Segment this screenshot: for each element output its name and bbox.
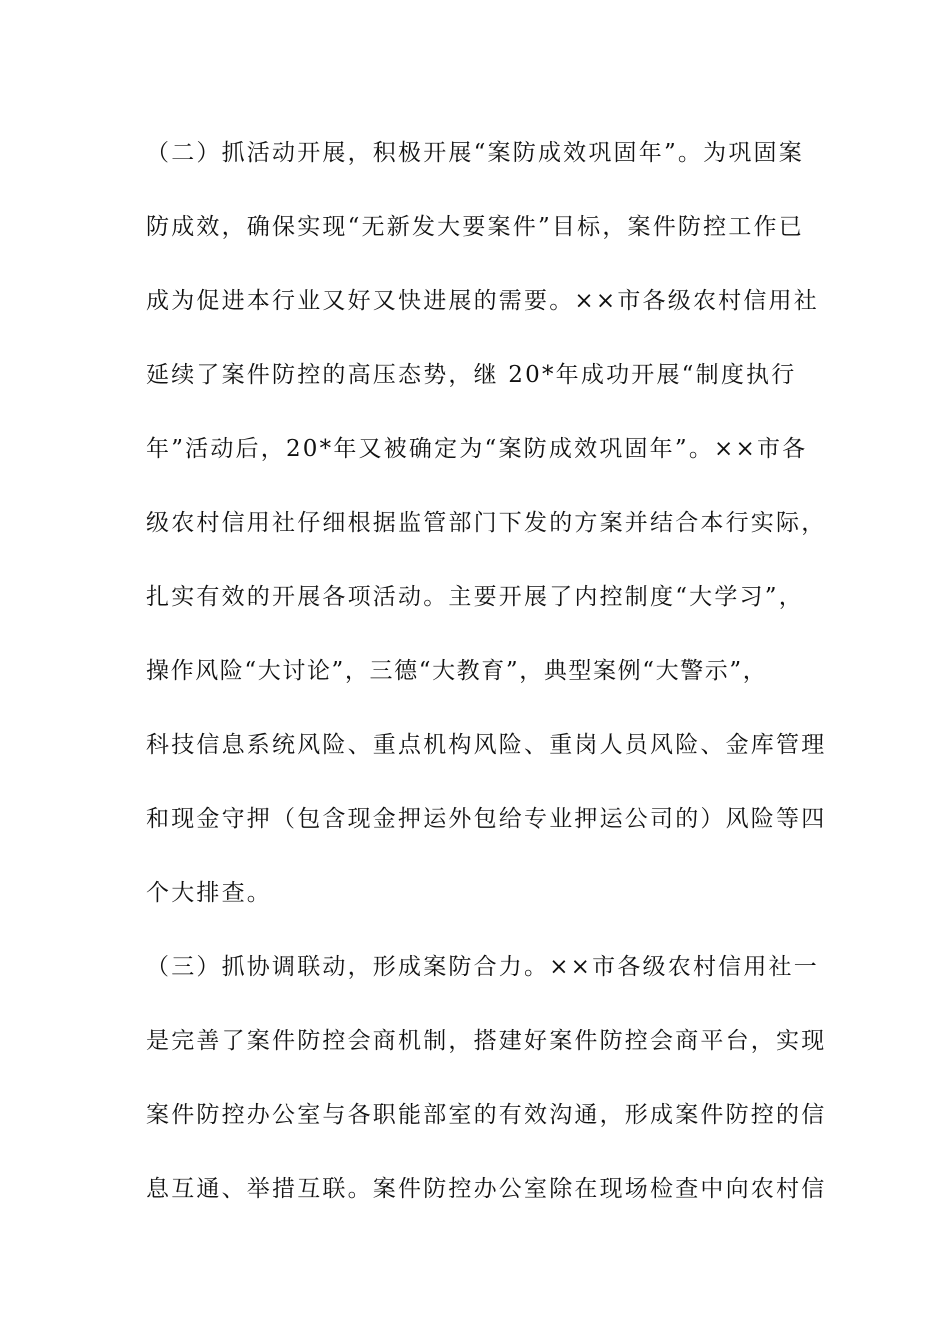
paragraph-line: 科技信息系统风险、重点机构风险、重岗人员风险、金库管理 — [146, 732, 827, 758]
paragraph-line: （二）抓活动开展，积极开展“案防成效巩固年”。为巩固案 — [146, 140, 804, 166]
paragraph-line: 和现金守押（包含现金押运外包给专业押运公司的）风险等四 — [146, 806, 827, 832]
document-body — [146, 128, 826, 1238]
paragraph-line: （三）抓协调联动，形成案防合力。××市各级农村信用社一 — [146, 954, 819, 980]
paragraph-line: 成为促进本行业又好又快进展的需要。××市各级农村信用社 — [146, 288, 819, 314]
paragraph-line: 年”活动后，20*年又被确定为“案防成效巩固年”。××市各 — [146, 436, 808, 462]
paragraph-line: 扎实有效的开展各项活动。主要开展了内控制度“大学习”， — [146, 584, 804, 610]
paragraph-line: 级农村信用社仔细根据监管部门下发的方案并结合本行实际， — [146, 510, 827, 536]
paragraph-line: 个大排查。 — [146, 880, 272, 906]
paragraph-line: 息互通、举措互联。案件防控办公室除在现场检查中向农村信 — [146, 1176, 827, 1202]
paragraph-line: 是完善了案件防控会商机制，搭建好案件防控会商平台，实现 — [146, 1028, 827, 1054]
paragraph-line: 延续了案件防控的高压态势，继 20*年成功开展“制度执行 — [146, 362, 797, 388]
paragraph-line: 防成效，确保实现“无新发大要案件”目标，案件防控工作已 — [146, 214, 804, 240]
paragraph-line: 操作风险“大讨论”，三德“大教育”，典型案例“大警示”， — [146, 658, 768, 684]
paragraph-line: 案件防控办公室与各职能部室的有效沟通，形成案件防控的信 — [146, 1102, 827, 1128]
